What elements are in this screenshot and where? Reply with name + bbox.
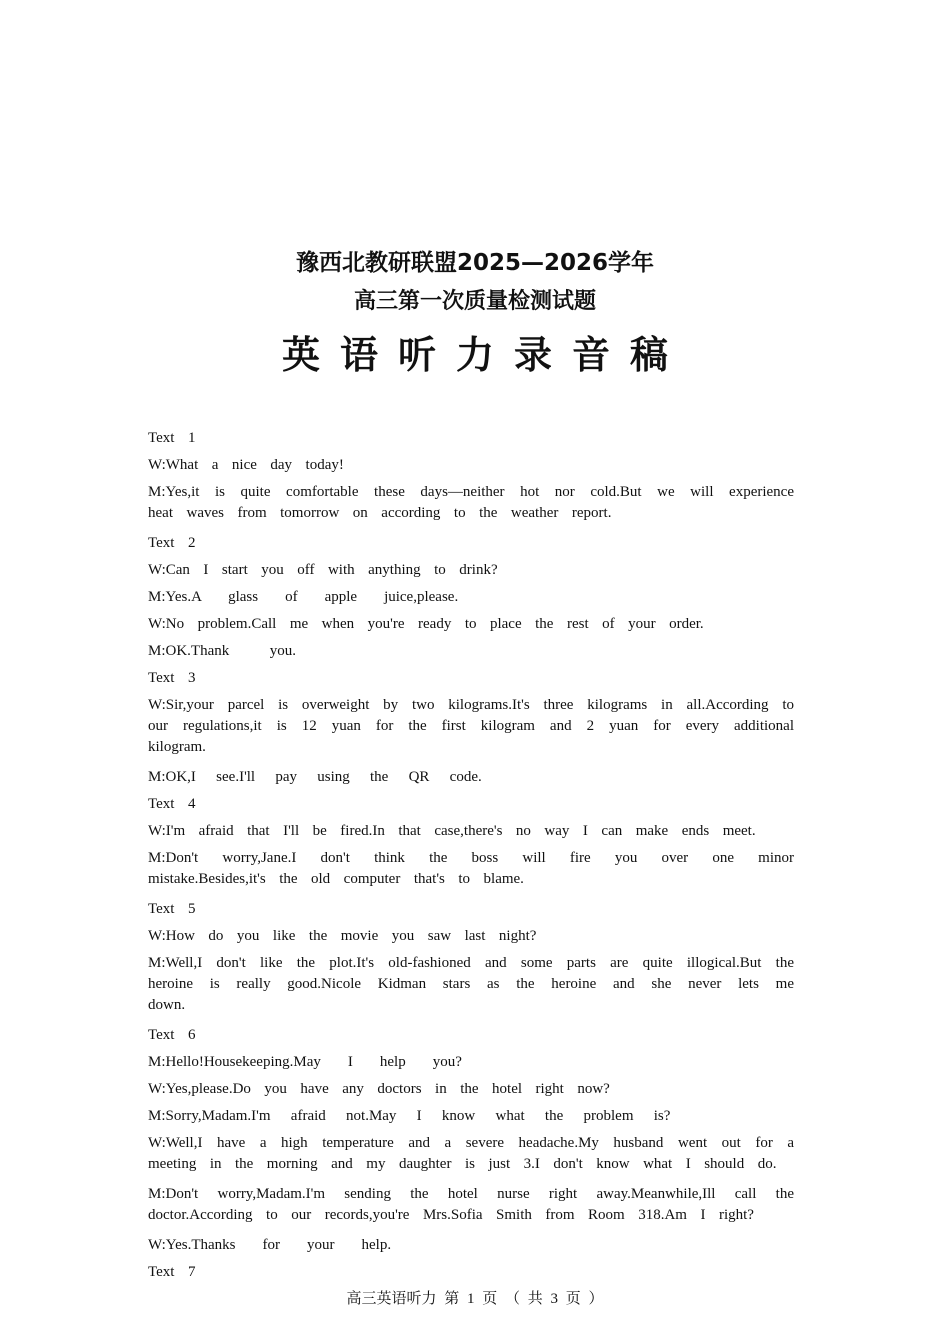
text-label: Text 5 xyxy=(148,901,196,917)
dialogue-line: M:Hello!Housekeeping.May I help you? xyxy=(148,1054,462,1070)
dialogue-line: M:Don't worry,Madam.I'm sending the hotel nurse right away.Meanwhile,Ill call the doctor.According to our records,you're Mrs.Sofia Smith from Room 318.Am I right? xyxy=(148,1186,808,1223)
dialogue-line: M:Don't worry,Jane.I don't think the boss will fire you over one minor mistake.Besides,it's the old computer that's to blame. xyxy=(148,850,808,887)
dialogue-line: W:Yes.Thanks for your help. xyxy=(148,1237,392,1253)
dialogue-line: M:Well,I don't like the plot.It's old-fashioned and some parts are quite illogical.But the heroine is really good.Nicole Kidman stars as the heroine and she never lets me down. xyxy=(148,955,808,1013)
dialogue-line: W:What a nice day today! xyxy=(148,457,344,473)
dialogue-line: M:Yes.A glass of apple juice,please. xyxy=(148,589,459,605)
transcript-body xyxy=(148,428,808,1289)
dialogue-line: W:How do you like the movie you saw last night? xyxy=(148,928,537,944)
title-line-2: 高三第一次质量检测试题 xyxy=(353,289,596,314)
page-footer: 高三英语听力 第 1 页 （ 共 3 页 ） xyxy=(346,1291,604,1307)
text-label: Text 2 xyxy=(148,535,196,551)
dialogue-line: M:OK,I see.I'll pay using the QR code. xyxy=(148,769,482,785)
dialogue-line: M:OK.Thank you. xyxy=(148,643,296,659)
text-label: Text 1 xyxy=(148,430,196,446)
dialogue-line: W:Well,I have a high temperature and a severe headache.My husband went out for a meeting in the morning and my daughter is just 3.I don't know what I should do. xyxy=(148,1135,808,1172)
text-label: Text 3 xyxy=(148,670,196,686)
dialogue-line: W:Yes,please.Do you have any doctors in the hotel right now? xyxy=(148,1081,610,1097)
title-line-1: 豫西北教研联盟2025—2026学年 xyxy=(295,250,655,276)
text-label: Text 4 xyxy=(148,796,196,812)
dialogue-line: M:Sorry,Madam.I'm afraid not.May I know what the problem is? xyxy=(148,1108,671,1124)
title-line-3: 英语听力录音稿 xyxy=(281,332,688,377)
dialogue-line: W:Sir,your parcel is overweight by two kilograms.It's three kilograms in all.According to our regulations,it is 12 yuan for the first kilogram and 2 yuan for every additional kilogram. xyxy=(148,697,808,755)
text-label: Text 6 xyxy=(148,1027,196,1043)
dialogue-line: M:Yes,it is quite comfortable these days—neither hot nor cold.But we will experience heat waves from tomorrow on according to the weather report. xyxy=(148,484,808,521)
dialogue-line: W:Can I start you off with anything to drink? xyxy=(148,562,498,578)
dialogue-line: W:I'm afraid that I'll be fired.In that case,there's no way I can make ends meet. xyxy=(148,823,756,839)
text-label: Text 7 xyxy=(148,1264,196,1280)
dialogue-line: W:No problem.Call me when you're ready to place the rest of your order. xyxy=(148,616,704,632)
